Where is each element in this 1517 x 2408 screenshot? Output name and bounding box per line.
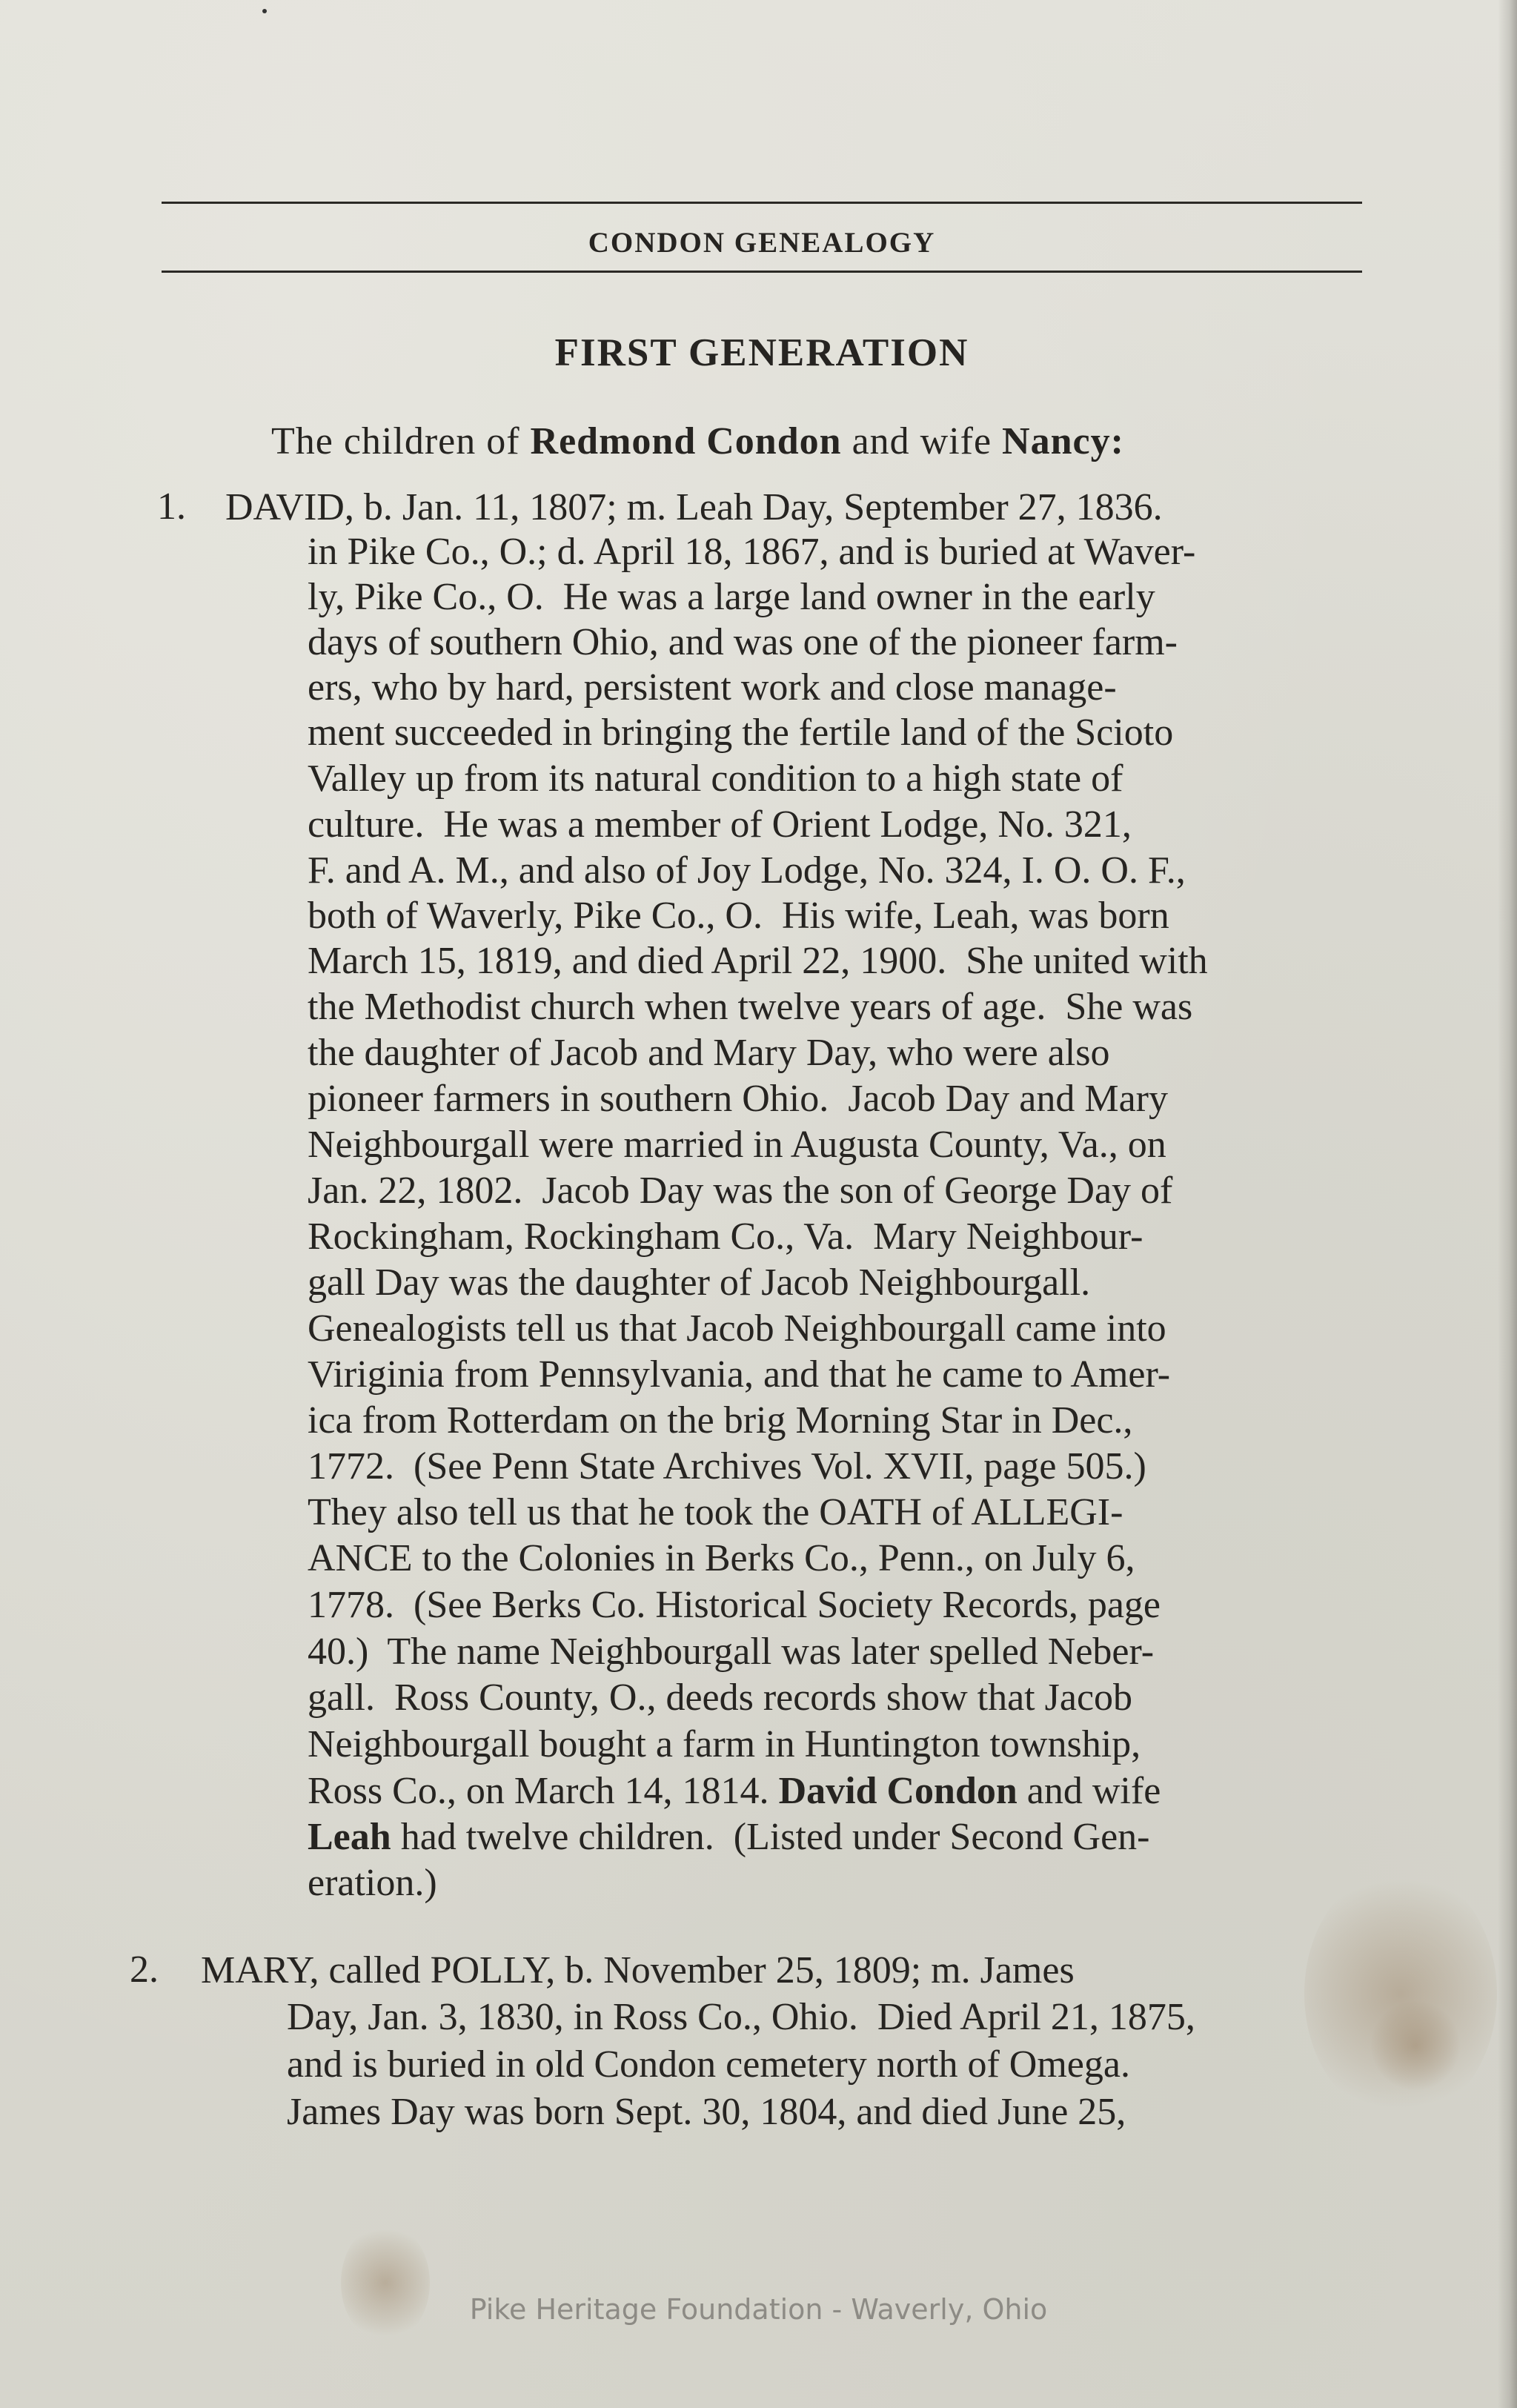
intro-text: The children of (271, 420, 520, 462)
section-heading: FIRST GENERATION (554, 331, 969, 374)
entry-line: Viriginia from Pennsylvania, and that he came to Amer- (308, 1353, 1171, 1396)
entry-line: Jan. 22, 1802. Jacob Day was the son of George Day of (308, 1170, 1173, 1212)
entry-line (308, 1814, 1149, 1860)
entry-line: the Methodist church when twelve years of age. She was (308, 986, 1193, 1028)
entry-line: culture. He was a member of Orient Lodge, No. 321, (308, 803, 1132, 846)
entry-line: the daughter of Jacob and Mary Day, who were also (308, 1032, 1110, 1074)
entry-line: gall Day was the daughter of Jacob Neighbourgall. (308, 1261, 1091, 1304)
entry-line: 1778. (See Berks Co. Historical Society Records, page (308, 1584, 1161, 1626)
entry-line: James Day was born Sept. 30, 1804, and died June 25, (287, 2091, 1126, 2133)
person-name: Leah (308, 1816, 391, 1858)
entry-line: Rockingham, Rockingham Co., Va. Mary Neighbour- (308, 1215, 1143, 1258)
entry-line: Genealogists tell us that Jacob Neighbourgall came into (308, 1307, 1166, 1350)
mother-name: Nancy (1002, 420, 1111, 462)
entry-line: pioneer farmers in southern Ohio. Jacob Day and Mary (308, 1078, 1168, 1120)
entry-line: days of southern Ohio, and was one of the pioneer farm- (308, 621, 1178, 663)
entry-text: had twelve children. (Listed under Second Gen- (400, 1816, 1150, 1858)
intro-text: and wife (852, 420, 992, 462)
entry-line: ment succeeded in bringing the fertile land of the Scioto (308, 712, 1174, 754)
father-name: Redmond Condon (530, 420, 842, 462)
page-edge-shadow (1498, 0, 1517, 2408)
entry-line: 40.) The name Neighbourgall was later spelled Neber- (308, 1631, 1155, 1673)
entry-line: DAVID, b. Jan. 11, 1807; m. Leah Day, September 27, 1836. (225, 486, 1163, 528)
entry-line: ANCE to the Colonies in Berks Co., Penn., on July 6, (308, 1537, 1135, 1579)
entry-line: ly, Pike Co., O. He was a large land owner in the early (308, 576, 1155, 618)
entry-line: 1772. (See Penn State Archives Vol. XVII, page 505.) (308, 1445, 1146, 1487)
entry-text: Ross Co., on March 14, 1814. (308, 1770, 769, 1812)
entry-line: MARY, called POLLY, b. November 25, 1809; m. James (201, 1949, 1075, 1991)
watermark-footer: Pike Heritage Foundation - Waverly, Ohio (469, 2293, 1048, 2326)
entry-line: ica from Rotterdam on the brig Morning Star in Dec., (308, 1399, 1133, 1442)
running-head (162, 202, 1362, 273)
entry-line: in Pike Co., O.; d. April 18, 1867, and is buried at Waver- (308, 531, 1196, 573)
entry-line: F. and A. M., and also of Joy Lodge, No. 324, I. O. O. F., (308, 849, 1186, 892)
entry-line: both of Waverly, Pike Co., O. His wife, Leah, was born (308, 895, 1169, 937)
person-name: David Condon (778, 1770, 1018, 1812)
entry-text: and wife (1026, 1770, 1161, 1812)
entry-line: Neighbourgall were married in Augusta County, Va., on (308, 1124, 1166, 1166)
entry-line: Neighbourgall bought a farm in Huntington township, (308, 1723, 1141, 1765)
entry-line: They also tell us that he took the OATH of ALLEGI- (308, 1491, 1123, 1533)
entry-line: Valley up from its natural condition to a high state of (308, 757, 1123, 800)
paper-stain (1371, 2001, 1460, 2090)
entry-line: Day, Jan. 3, 1830, in Ross Co., Ohio. Died April 21, 1875, (287, 1996, 1195, 2038)
intro-line (271, 419, 1124, 463)
entry-number: 1. (157, 485, 186, 528)
running-head-title: CONDON GENEALOGY (588, 227, 936, 259)
entry-line: gall. Ross County, O., deeds records show that Jacob (308, 1676, 1133, 1719)
entry-line: March 15, 1819, and died April 22, 1900. She united with (308, 940, 1208, 982)
entry-line (308, 1768, 1161, 1814)
intro-colon: : (1110, 420, 1124, 462)
ink-speck (262, 9, 267, 13)
entry-line: eration.) (308, 1862, 437, 1904)
entry-line: and is buried in old Condon cemetery north of Omega. (287, 2043, 1130, 2086)
entry-number: 2. (130, 1948, 159, 1991)
entry-line: ers, who by hard, persistent work and close manage- (308, 666, 1117, 709)
